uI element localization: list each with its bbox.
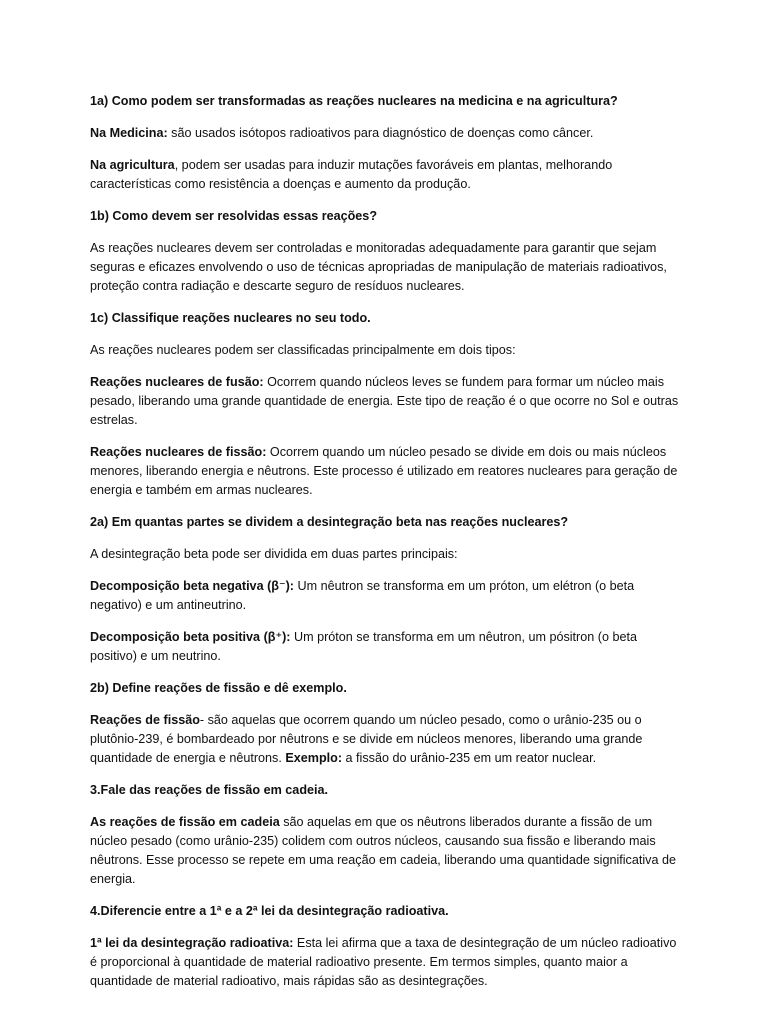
- beta-positiva-label: Decomposição beta positiva (β⁺):: [90, 630, 291, 644]
- fissao-label: Reações nucleares de fissão:: [90, 445, 267, 459]
- medicina-label: Na Medicina:: [90, 126, 168, 140]
- question-1b: 1b) Como devem ser resolvidas essas reações?: [90, 209, 378, 223]
- exemplo-label: Exemplo:: [285, 751, 343, 765]
- answer-3: [90, 813, 682, 889]
- answer-beta-negativa: [90, 577, 682, 615]
- beta-positiva-text: Um próton se transforma em um nêutron, um pósitron (o beta positivo) e um neutrino.: [90, 630, 637, 663]
- agricultura-text: , podem ser usadas para induzir mutações favoráveis em plantas, melhorando características como resistência a doenças e aumento da produção.: [90, 158, 613, 191]
- answer-4-lei1: [90, 934, 682, 991]
- beta-negativa-text: Um nêutron se transforma em um próton, um elétron (o beta negativo) e um antineutrino.: [90, 579, 635, 612]
- question-1c: 1c) Classifique reações nucleares no seu todo.: [90, 311, 371, 325]
- exemplo-text: a fissão do urânio-235 em um reator nuclear.: [342, 751, 597, 765]
- fusao-label: Reações nucleares de fusão:: [90, 375, 264, 389]
- lei1-text: Esta lei afirma que a taxa de desintegração de um núcleo radioativo é proporcional à quantidade de material radioativo presente. Em termos simples, quanto maior a quantidade de material radioativo, mais rápidas são as desintegrações.: [90, 936, 677, 988]
- answer-fusao: [90, 373, 682, 430]
- question-4: 4.Diferencie entre a 1ª e a 2ª lei da desintegração radioativa.: [90, 904, 449, 918]
- answer-2b: [90, 711, 682, 768]
- fusao-text: Ocorrem quando núcleos leves se fundem para formar um núcleo mais pesado, liberando uma grande quantidade de energia. Este tipo de reação é o que ocorre no Sol e outras estrelas.: [90, 375, 679, 427]
- fissao2-text: - são aquelas que ocorrem quando um núcleo pesado, como o urânio-235 ou o plutônio-239, é bombardeado por nêutrons e se divide em núcleos menores, liberando uma grande quantidade de energia e nêutrons.: [90, 713, 643, 765]
- answer-1c-intro: As reações nucleares podem ser classificadas principalmente em dois tipos:: [90, 343, 516, 357]
- fissao-text: Ocorrem quando um núcleo pesado se divide em dois ou mais núcleos menores, liberando energia e nêutrons. Este processo é utilizado em reatores nucleares para geração de energia e também em armas nucleares.: [90, 445, 678, 497]
- answer-1b: As reações nucleares devem ser controladas e monitoradas adequadamente para garantir que sejam seguras e eficazes envolvendo o uso de técnicas apropriadas de manipulação de materiais radioativos, proteção contra radiação e descarte seguro de resíduos nucleares.: [90, 241, 667, 293]
- fissao2-label: Reações de fissão: [90, 713, 200, 727]
- question-2b: 2b) Define reações de fissão e dê exemplo.: [90, 681, 347, 695]
- lei1-label: 1ª lei da desintegração radioativa:: [90, 936, 294, 950]
- question-3: 3.Fale das reações de fissão em cadeia.: [90, 783, 329, 797]
- answer-fissao: [90, 443, 682, 500]
- cadeia-text: são aquelas em que os nêutrons liberados durante a fissão de um núcleo pesado (como urânio-235) colidem com outros núcleos, causando sua fissão e liberando mais nêutrons. Esse processo se repete em uma reação em cadeia, liberando uma quantidade significativa de energia.: [90, 815, 676, 886]
- cadeia-label: As reações de fissão em cadeia: [90, 815, 280, 829]
- answer-beta-positiva: [90, 628, 682, 666]
- medicina-text: são usados isótopos radioativos para diagnóstico de doenças como câncer.: [167, 126, 594, 140]
- question-1a: 1a) Como podem ser transformadas as reações nucleares na medicina e na agricultura?: [90, 94, 618, 108]
- beta-negativa-label: Decomposição beta negativa (β⁻):: [90, 579, 294, 593]
- answer-2a-intro: A desintegração beta pode ser dividida em duas partes principais:: [90, 547, 458, 561]
- question-2a: 2a) Em quantas partes se dividem a desintegração beta nas reações nucleares?: [90, 515, 569, 529]
- agricultura-label: Na agricultura: [90, 158, 175, 172]
- answer-medicina: [90, 124, 682, 143]
- answer-agricultura: [90, 156, 682, 194]
